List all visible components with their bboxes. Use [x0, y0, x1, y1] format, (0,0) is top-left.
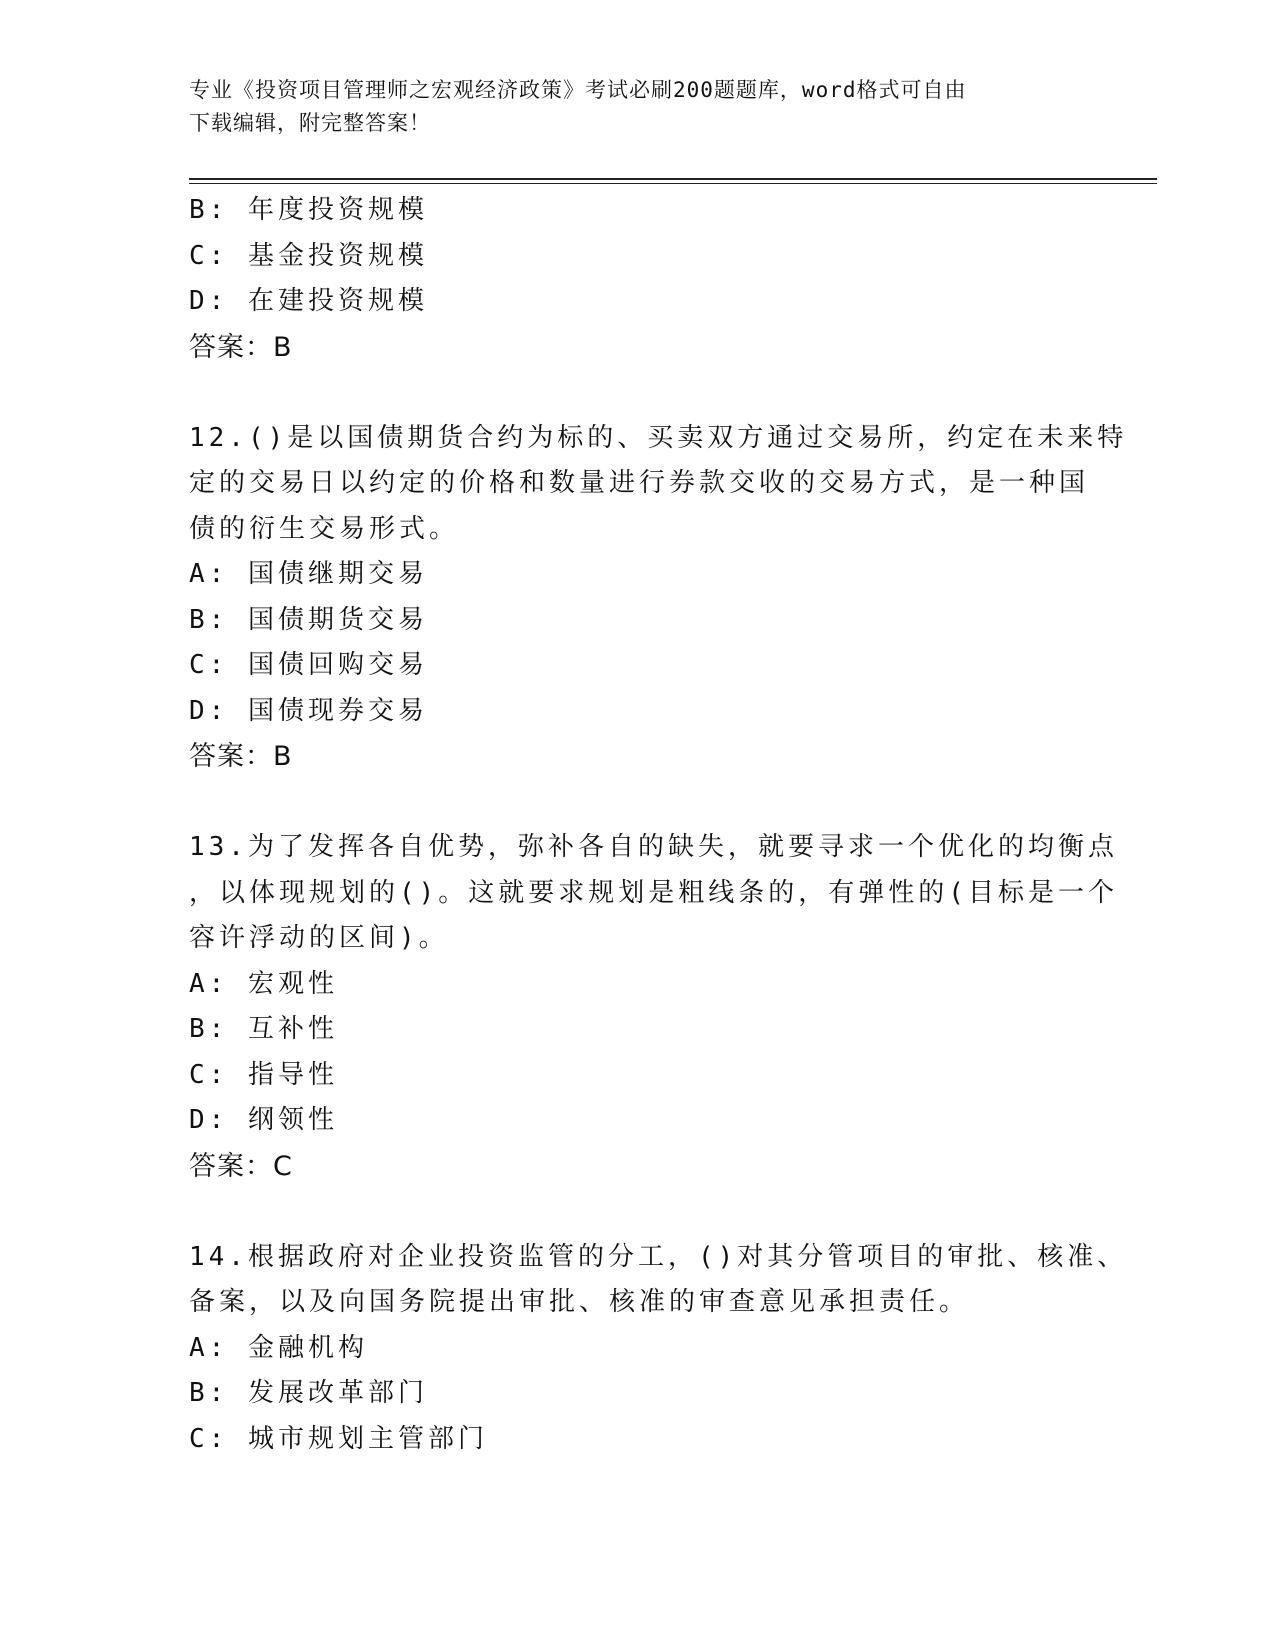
- document-header: [189, 74, 1069, 140]
- q12-answer: 答案：B: [189, 741, 293, 772]
- spacer: [189, 780, 1089, 826]
- q12-stem-line-2: 定的交易日以约定的价格和数量进行券款交收的交易方式，是一种国: [189, 468, 1090, 498]
- q12-option-a: A: 国债继期交易: [189, 559, 428, 589]
- q12-option-b: B: 国债期货交易: [189, 604, 428, 635]
- q12-stem-line-1: 12.()是以国债期货合约为标的、买卖双方通过交易所，约定在未来特: [189, 422, 1128, 453]
- spacer: [189, 370, 1089, 416]
- q13-stem-line-2: ，以体现规划的()。这就要求规划是粗线条的，有弹性的(目标是一个: [189, 877, 1118, 908]
- question-list: [189, 188, 1128, 1462]
- q13-answer: 答案：C: [189, 1150, 293, 1182]
- question-14: [189, 1235, 1128, 1463]
- header-line-2: 下载编辑，附完整答案！: [189, 111, 431, 135]
- question-13: [189, 825, 1118, 1189]
- question-12: [189, 416, 1128, 780]
- q11-option-c: C: 基金投资规模: [189, 240, 428, 271]
- q14-stem-line-1: 14.根据政府对企业投资监管的分工，()对其分管项目的审批、核准、: [189, 1241, 1128, 1272]
- q11-option-d: D: 在建投资规模: [189, 286, 428, 316]
- q14-option-c: C: 城市规划主管部门: [189, 1423, 488, 1454]
- header-divider-thin: [189, 183, 1157, 184]
- q12-option-d: D: 国债现券交易: [189, 695, 428, 726]
- q14-option-b: B: 发展改革部门: [189, 1378, 428, 1408]
- question-11: [189, 188, 1089, 370]
- q12-stem-line-3: 债的衍生交易形式。: [189, 513, 460, 544]
- q11-answer: 答案：B: [189, 331, 293, 363]
- q13-option-b: B: 互补性: [189, 1014, 338, 1044]
- q13-option-d: D: 纲领性: [189, 1105, 338, 1135]
- q12-option-c: C: 国债回购交易: [189, 650, 428, 680]
- q11-option-b: B: 年度投资规模: [189, 195, 428, 225]
- header-line-1: 专业《投资项目管理师之宏观经济政策》考试必刷200题题库，word格式可自由: [189, 78, 967, 102]
- q13-option-c: C: 指导性: [189, 1059, 338, 1090]
- q13-stem-line-1: 13.为了发挥各自优势，弥补各自的缺失，就要寻求一个优化的均衡点: [189, 832, 1118, 862]
- q13-option-a: A: 宏观性: [189, 968, 338, 999]
- q14-stem-line-2: 备案，以及向国务院提出审批、核准的审查意见承担责任。: [189, 1287, 970, 1317]
- spacer: [189, 1189, 1089, 1235]
- header-divider-thick: [189, 178, 1157, 180]
- q14-option-a: A: 金融机构: [189, 1332, 368, 1363]
- q13-stem-line-3: 容许浮动的区间)。: [189, 923, 449, 953]
